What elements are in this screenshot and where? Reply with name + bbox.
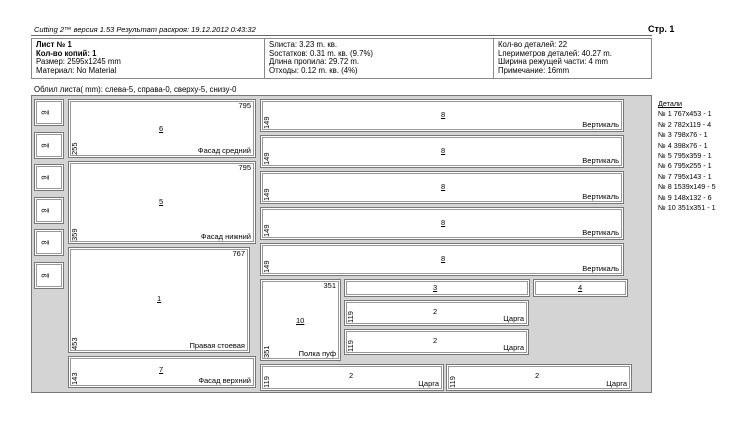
part-9[interactable] xyxy=(34,262,64,289)
part-number: 5 xyxy=(159,197,164,206)
legend-item: № 8 1539x149 - 5 xyxy=(658,182,716,192)
part-number: 4 xyxy=(578,283,583,292)
part-9[interactable] xyxy=(34,132,64,159)
part-height: 143 xyxy=(70,372,79,385)
legend-item: № 6 795x255 - 1 xyxy=(658,161,712,171)
parts-info-panel xyxy=(493,38,652,79)
remnant-area: Sостатков: 0.31 m. кв. (9.7%) xyxy=(269,48,373,58)
part-name: Вертикаль xyxy=(582,228,619,237)
header-divider xyxy=(31,35,652,36)
legend-item: № 4 398x76 - 1 xyxy=(658,140,708,150)
part-number: 8 xyxy=(441,110,446,119)
report-title: Cutting 2™ версия 1.53 Результат раскроя: 19.12.2012 0:43:32 xyxy=(34,25,256,34)
part-number: 7 xyxy=(159,365,164,374)
part-number: 8 xyxy=(441,218,446,227)
part-number: 9 xyxy=(39,240,49,245)
part-number: 8 xyxy=(441,146,446,155)
part-5[interactable] xyxy=(68,161,256,244)
cutting-sheet xyxy=(31,95,652,393)
legend-item: № 1 767x453 - 1 xyxy=(658,109,712,119)
part-height: 149 xyxy=(262,260,271,273)
legend-item: № 7 795x143 - 1 xyxy=(658,171,712,181)
part-9[interactable] xyxy=(34,197,64,224)
part-number: 10 xyxy=(296,316,305,325)
sheet-area: Sлиста: 3.23 m. кв. xyxy=(269,40,338,49)
part-8[interactable] xyxy=(260,99,624,132)
copies-count: Кол-во копий: 1 xyxy=(36,48,97,58)
part-3[interactable] xyxy=(344,279,530,297)
part-number: 2 xyxy=(349,371,354,380)
part-2[interactable] xyxy=(260,364,444,391)
edge-trim-text: Облил листа( mm): слева-5, справа-0, сверху-5, снизу-0 xyxy=(34,85,237,94)
kerf-width: Ширина режущей части: 4 mm xyxy=(498,57,609,67)
part-number: 2 xyxy=(433,307,438,316)
part-height: 359 xyxy=(70,228,79,241)
legend-item: № 2 782x119 - 4 xyxy=(658,119,712,129)
part-name: Фасад нижний xyxy=(200,232,251,241)
legend-item: № 9 148x132 - 6 xyxy=(658,192,712,202)
part-name: Вертикаль xyxy=(582,156,619,165)
parts-count: Кол-во деталей: 22 xyxy=(498,40,568,49)
part-8[interactable] xyxy=(260,243,624,276)
part-number: 9 xyxy=(39,110,49,115)
sheet-info-panel xyxy=(31,38,265,79)
part-height: 351 xyxy=(262,345,271,358)
part-number: 1 xyxy=(157,294,162,303)
part-name: Царга xyxy=(606,379,627,388)
part-number: 8 xyxy=(441,254,446,263)
part-height: 119 xyxy=(262,376,271,388)
parts-legend xyxy=(658,99,716,213)
part-number: 2 xyxy=(535,371,540,380)
part-1[interactable] xyxy=(68,247,250,353)
waste-area: Отходы: 0.12 m. кв. (4%) xyxy=(269,65,358,75)
part-number: 6 xyxy=(159,124,164,133)
part-8[interactable] xyxy=(260,135,624,168)
part-number: 9 xyxy=(39,208,49,213)
part-7[interactable] xyxy=(68,356,256,388)
part-name: Полка пуф xyxy=(298,349,336,358)
part-2[interactable] xyxy=(344,329,529,355)
part-name: Царга xyxy=(418,379,439,388)
part-number: 9 xyxy=(39,175,49,180)
note: Примечание: 16mm xyxy=(498,65,570,75)
legend-item: № 10 351x351 - 1 xyxy=(658,203,716,213)
part-name: Царга xyxy=(503,314,524,323)
legend-item: № 5 795x359 - 1 xyxy=(658,151,712,161)
page-number: Стр. 1 xyxy=(648,24,675,34)
part-width: 795 xyxy=(238,163,251,172)
part-number: 9 xyxy=(39,273,49,278)
cut-length: Длина пропила: 29.72 m. xyxy=(269,57,360,67)
part-height: 255 xyxy=(70,142,79,155)
part-number: 2 xyxy=(433,336,438,345)
part-number: 3 xyxy=(433,283,438,292)
part-number: 8 xyxy=(441,182,446,191)
part-height: 453 xyxy=(70,337,79,350)
part-10[interactable] xyxy=(260,279,341,361)
part-height: 149 xyxy=(262,188,271,201)
part-6[interactable] xyxy=(68,99,256,158)
part-9[interactable] xyxy=(34,99,64,126)
part-name: Фасад средний xyxy=(197,146,251,155)
part-9[interactable] xyxy=(34,229,64,256)
part-4[interactable] xyxy=(533,279,628,297)
part-height: 119 xyxy=(346,311,355,323)
part-height: 119 xyxy=(448,376,457,388)
part-name: Вертикаль xyxy=(582,192,619,201)
part-name: Фасад верхний xyxy=(198,376,251,385)
part-name: Царга xyxy=(503,343,524,352)
part-2[interactable] xyxy=(344,300,529,326)
part-height: 119 xyxy=(346,340,355,352)
part-9[interactable] xyxy=(34,164,64,191)
legend-item: № 3 798x76 - 1 xyxy=(658,130,708,140)
part-height: 149 xyxy=(262,152,271,165)
sheet-number: Лист № 1 xyxy=(36,40,72,49)
part-name: Правая стоевая xyxy=(189,341,245,350)
part-8[interactable] xyxy=(260,171,624,204)
perimeter-length: Lпериметров деталей: 40.27 m. xyxy=(498,48,612,58)
sheet-material: Материал: No Material xyxy=(36,65,117,75)
part-width: 351 xyxy=(323,281,336,290)
part-width: 767 xyxy=(232,249,245,258)
part-width: 795 xyxy=(238,101,251,110)
part-8[interactable] xyxy=(260,207,624,240)
part-height: 149 xyxy=(262,224,271,237)
area-info-panel xyxy=(264,38,494,79)
sheet-size: Размер: 2595x1245 mm xyxy=(36,57,121,67)
legend-title: Детали xyxy=(658,99,683,108)
part-2[interactable] xyxy=(446,364,632,391)
part-name: Вертикаль xyxy=(582,120,619,129)
part-name: Вертикаль xyxy=(582,264,619,273)
part-height: 149 xyxy=(262,116,271,129)
part-number: 9 xyxy=(39,143,49,148)
